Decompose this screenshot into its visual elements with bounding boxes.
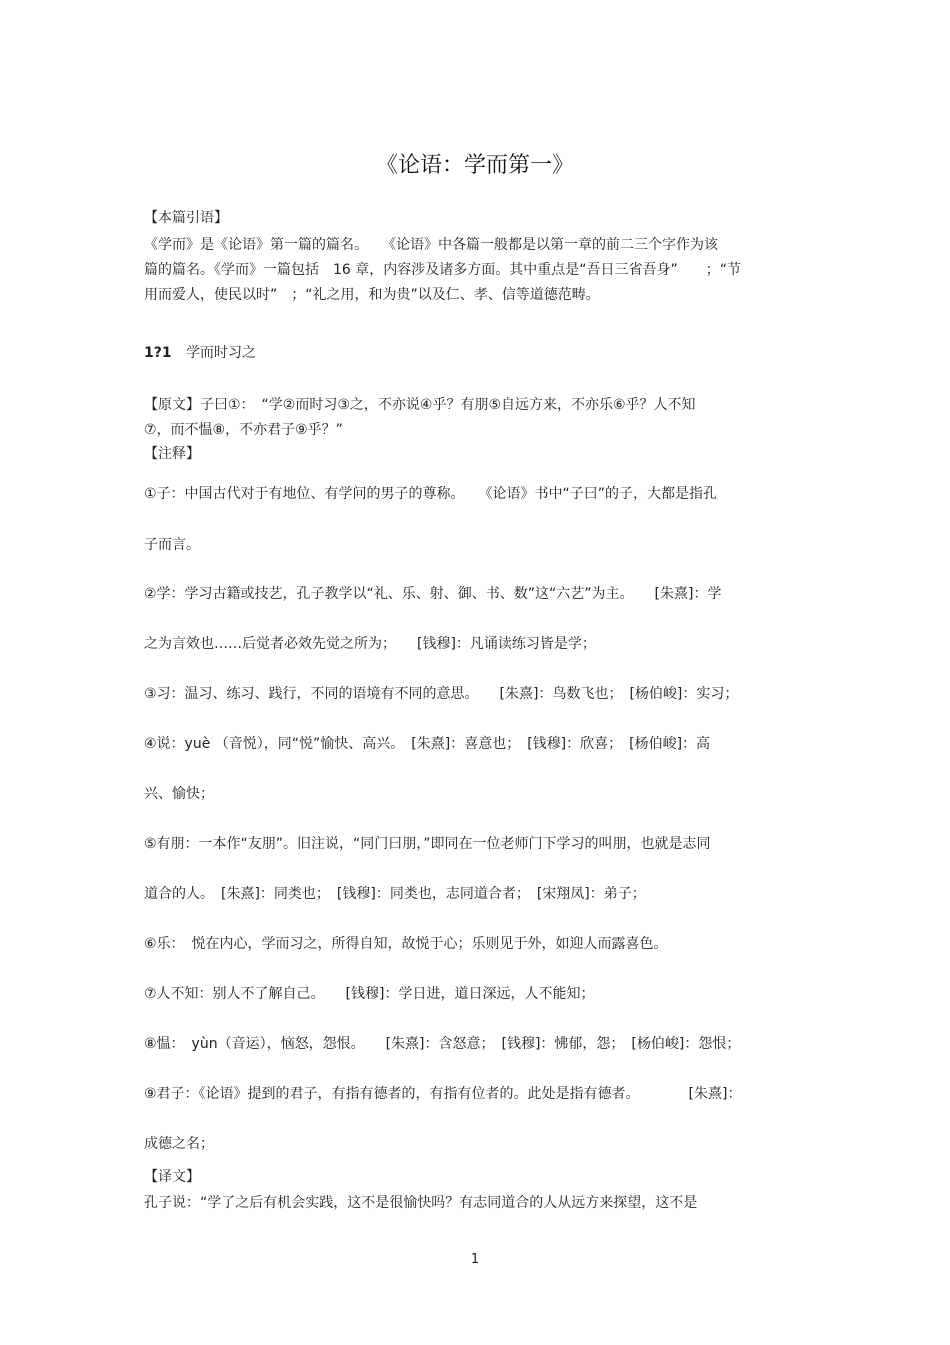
- note-line: ②学：学习古籍或技艺，孔子教学以“礼、乐、射、御、书、数”这“六艺”为主。 [朱熹]：学: [144, 586, 722, 602]
- document-title: 《论语：学而第一》: [375, 153, 574, 178]
- note-line: ⑤有朋：一本作“友朋”。旧注说，“同门曰朋，”即同在一位老师门下学习的叫朋，也就是志同: [144, 836, 711, 852]
- intro-line: 用而爱人，使民以时” ；“礼之用，和为贵”以及仁、孝、信等道德范畴。: [144, 287, 600, 303]
- note-line: ⑥乐： 悦在内心，学而习之，所得自知，故悦于心；乐则见于外，如迎人而露喜色。: [144, 936, 668, 952]
- intro-line: 《学而》是《论语》第一篇的篇名。 《论语》中各篇一般都是以第一章的前二三个字作为该: [144, 237, 718, 253]
- note-line: ③习：温习、练习、践行，不同的语境有不同的意思。 [朱熹]：鸟数飞也； [杨伯峻]：实习；: [144, 686, 739, 702]
- chapter-number: 1?1: [144, 345, 172, 361]
- note-line: ⑦人不知：别人不了解自己。 [钱穆]：学日进，道日深远，人不能知；: [144, 986, 595, 1002]
- note-line: ①子：中国古代对于有地位、有学问的男子的尊称。 《论语》书中“子曰”的子，大都是指孔: [144, 486, 718, 502]
- note-line: ④说：yuè （音悦），同“悦”愉快、高兴。 [朱熹]：喜意也； [钱穆]：欣喜； [杨伯峻]：高: [144, 736, 711, 752]
- note-line: 兴、愉快；: [144, 786, 214, 802]
- chapter-heading: [144, 343, 256, 363]
- chapter-title: 学而时习之: [186, 345, 257, 361]
- note-line: 成德之名；: [144, 1136, 214, 1152]
- intro-line: 篇的篇名。《学而》一篇包括 16 章，内容涉及诸多方面。其中重点是“吾日三省吾身” ；“节: [144, 262, 742, 278]
- page-number: 1: [470, 1252, 480, 1267]
- note-line: 子而言。: [144, 537, 200, 553]
- note-line: ⑨君子：《论语》提到的君子，有指有德者的，有指有位者的。此处是指有德者。 [朱熹]：: [144, 1086, 742, 1102]
- intro-header: 【本篇引语】: [144, 210, 228, 226]
- note-line: 道合的人。 [朱熹]：同类也； [钱穆]：同类也，志同道合者； [宋翔凤]：弟子；: [144, 886, 646, 902]
- notes-header: 【注释】: [144, 446, 200, 462]
- translation-header: 【译文】: [144, 1169, 200, 1185]
- note-line: ⑧愠： yùn（音运），恼怒，怨恨。 [朱熹]：含怒意； [钱穆]：怫郁，怨； [杨伯峻]：怨恨；: [144, 1036, 741, 1052]
- original-line: 【原文】子曰①： “学②而时习③之，不亦说④乎？有朋⑤自远方来，不亦乐⑥乎？人不知: [144, 397, 696, 413]
- translation-line: 孔子说：“学了之后有机会实践，这不是很愉快吗？有志同道合的人从远方来探望，这不是: [144, 1195, 698, 1211]
- note-line: 之为言效也……后觉者必效先觉之所为； [钱穆]：凡诵读练习皆是学；: [144, 636, 596, 652]
- original-line: ⑦，而不愠⑧，不亦君子⑨乎？”: [144, 422, 343, 438]
